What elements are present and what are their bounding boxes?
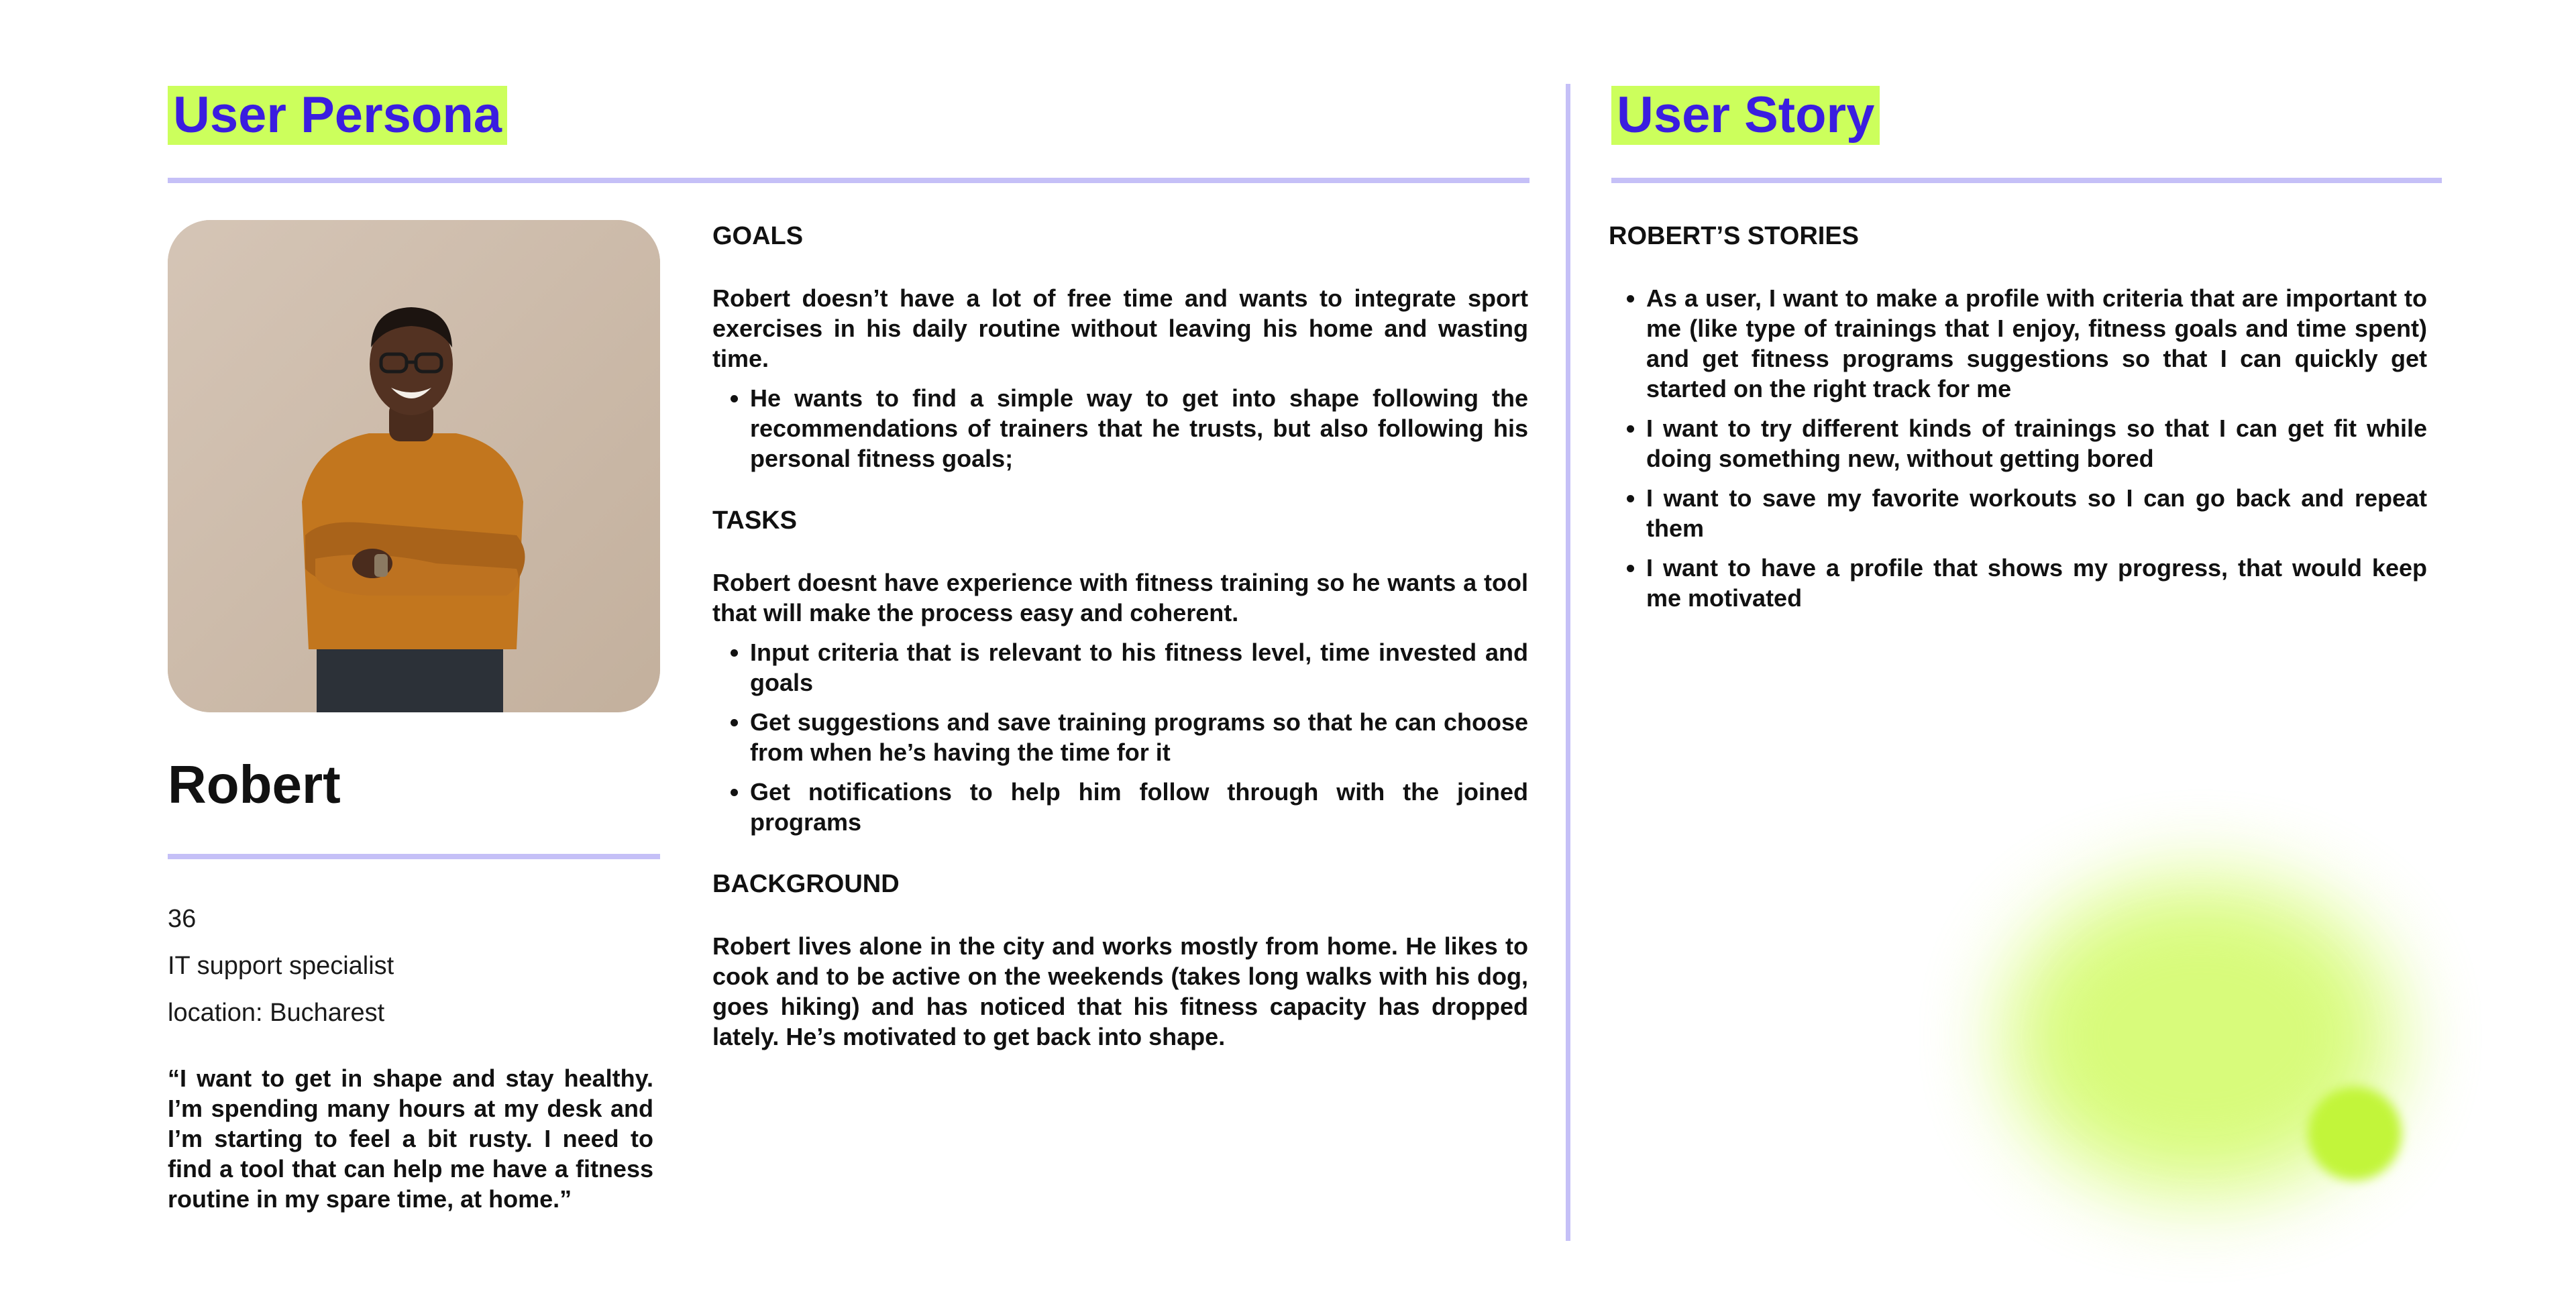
list-item: • Get notifications to help him follow through with the joined programs (750, 777, 1528, 837)
story-divider (1611, 178, 2442, 183)
user-stories (1609, 216, 2427, 622)
persona-location: location: Bucharest (168, 999, 385, 1027)
background-heading: BACKGROUND (712, 870, 900, 898)
user-story-title: User Story (1611, 86, 1880, 145)
list-item: • Get suggestions and save training programs so that he can choose from when he’s having the time for it (750, 707, 1528, 767)
persona-divider (168, 178, 1529, 183)
persona-facts (168, 895, 660, 1036)
persona-name: Robert (168, 755, 341, 814)
name-divider (168, 854, 660, 859)
stories-heading: ROBERT’S STORIES (1609, 222, 1860, 250)
list-item: • I want to save my favorite workouts so I can go back and repeat them (1646, 483, 2427, 543)
list-item: • I want to try different kinds of trainings so that I can get fit while doing something new, without getting bored (1646, 413, 2427, 474)
column-separator (1566, 84, 1570, 1241)
tasks-heading: TASKS (712, 506, 797, 535)
persona-age: 36 (168, 905, 197, 933)
persona-photo (168, 220, 660, 712)
list-item: • As a user, I want to make a profile with criteria that are important to me (like type of trainings that I enjoy, fitness goals and time spent) and get fitness programs suggestions so that I can quickly get started on the right track for me (1646, 283, 2427, 404)
persona-details (712, 216, 1528, 1052)
background-text: Robert lives alone in the city and works mostly from home. He likes to cook and to be active on the weekends (takes long walks with his dog, goes hiking) and has noticed that his fitness capacity has dropped lately. He’s motivated to get back into shape. (712, 932, 1528, 1050)
goals-heading: GOALS (712, 222, 804, 250)
persona-quote: “I want to get in shape and stay healthy. I’m spending many hours at my desk and I’m starting to feel a bit rusty. I need to find a tool that can help me have a fitness routine in my spare time, at home.” (168, 1064, 653, 1213)
list-item: • He wants to find a simple way to get into shape following the recommendations of trainers that he trusts, but also following his personal fitness goals; (750, 383, 1528, 474)
persona-occupation: IT support specialist (168, 952, 394, 980)
goals-text: Robert doesn’t have a lot of free time and wants to integrate sport exercises in his daily routine without leaving his home and wasting time. (712, 284, 1528, 372)
decorative-green-dot (2308, 1087, 2402, 1181)
tasks-list (712, 637, 1528, 837)
user-persona-title: User Persona (168, 86, 507, 145)
stories-list (1609, 283, 2427, 613)
list-item: • I want to have a profile that shows my progress, that would keep me motivated (1646, 553, 2427, 613)
list-item: • Input criteria that is relevant to his fitness level, time invested and goals (750, 637, 1528, 698)
tasks-text: Robert doesnt have experience with fitness training so he wants a tool that will make the process easy and coherent. (712, 569, 1528, 626)
goals-list (712, 383, 1528, 474)
